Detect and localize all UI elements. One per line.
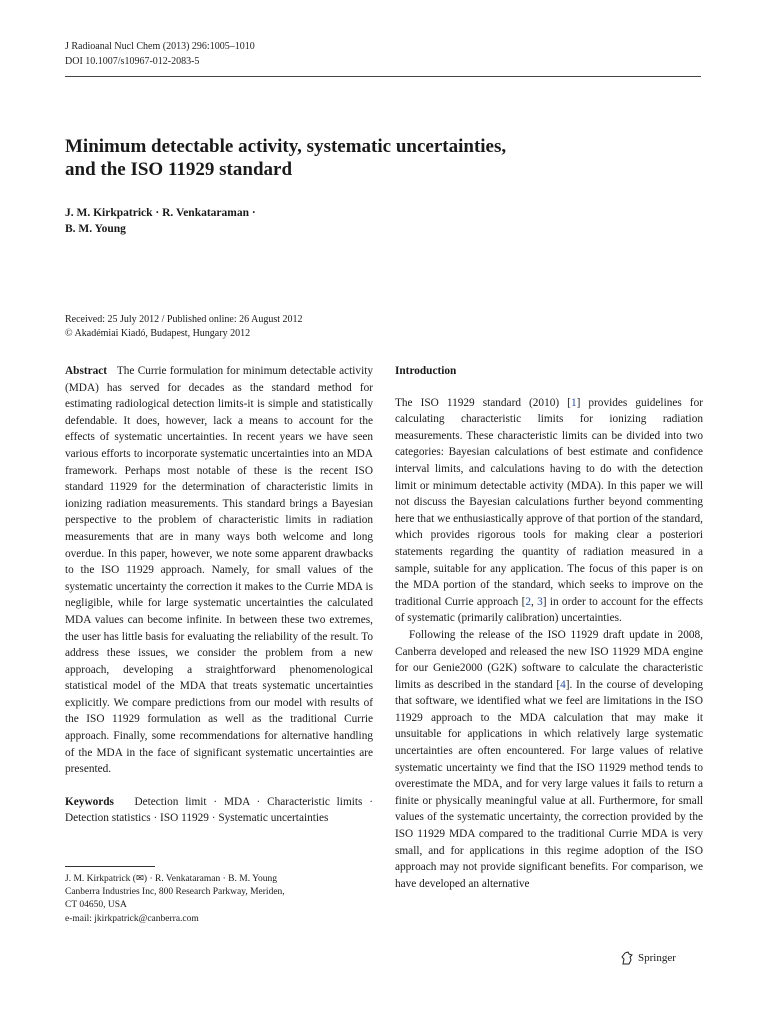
doi[interactable]: DOI 10.1007/s10967-012-2083-5 (65, 56, 200, 67)
footnote-address-2: CT 04650, USA (65, 900, 127, 911)
citation-link-3[interactable]: 3 (537, 595, 543, 608)
intro-p2-text-a: Following the release of the ISO 11929 draft update in 2008, Canberra developed and released the new ISO 11929 MDA engine for our Genie2000 (G2K) software to calculate the characteristic limits as described in the standard [ (395, 628, 703, 691)
citation-separator: , (531, 595, 538, 608)
footnote-rule (65, 866, 155, 867)
article-title (65, 135, 685, 181)
received-published: Received: 25 July 2012 / Published online: 26 August 2012 (65, 314, 303, 325)
intro-p2-text-b: ]. In the course of developing that software, we identified what we feel are limitations in the ISO 11929 approach to the MDA calculation that may make it unsuitable for applications in which relatively large systematic uncertainties are often encountered. For large values of relative systematic uncertainty we find that the ISO 11929 method tends to overestimate the MDA, and for very large values it fails to return a finite or physically meaningful value at all. Furthermore, for small values of the systematic uncertainty, the correction provided by the ISO 11929 MDA compared to the traditional Currie MDA is very small, and for applications in this regime adoption of the ISO approach may not provide significant benefits. For comparison, we have developed an alternative (395, 678, 703, 890)
keywords-text: Detection limit · MDA · Characteristic limits · Detection statistics · ISO 11929 · Systematic uncertainties (65, 795, 374, 825)
title-line-2: and the ISO 11929 standard (65, 159, 293, 180)
publisher-name: Springer (638, 952, 676, 964)
authors-line-1: J. M. Kirkpatrick · R. Venkataraman · (65, 207, 256, 219)
footnote-address: Canberra Industries Inc, 800 Research Parkway, Meriden, (65, 887, 285, 898)
authors-line-2: B. M. Young (65, 223, 126, 235)
intro-p1-text-b: ] provides guidelines for calculating characteristic limits for ionizing radiation measurements. These characteristic limits can be divided into two categories: Bayesian calculations of best estimate and confidence interval limits, and calculations having to do with the detection limit or minimum detectable activity (MDA). In this paper we will not discuss the Bayesian calculations further beyond commenting here that we enthusiastically approve of that portion of the standard, which provides rigorous tools for making clear a posteriori statements regarding the quantity of radiation measured in a sample, suitable for any application. The focus of this paper is on the MDA portion of the standard, which seeks to improve on the traditional Currie approach [ (395, 396, 703, 608)
abstract-text: The Currie formulation for minimum detectable activity (MDA) has served for decades as the standard method for estimating radiological detection limits-it is simple and statistically defendable. It does, however, lack a means to account for the effects of systematic uncertainties. In recent years we have seen various efforts to incorporate systematic uncertainties into an MDA framework. Perhaps most notable of these is the recent ISO standard 11929 for the determination of characteristic limits in ionizing radiation measurements. This standard brings a Bayesian perspective to the problem of characteristic limits in radiation measurements that are in many ways both welcome and long overdue. In this paper, however, we note some apparent drawbacks to the ISO 11929 approach. Namely, for small values of the systematic uncertainty the correction it makes to the Currie MDA is negligible, while for large systematic uncertainties the calculated MDA values can become infinite. In between these two extremes, the user has little basis for evaluating the reliability of the result. To address these issues, we consider the problem from a new approach, developing a straightforward phenomenological statistical model of the MDA that treats systematic uncertainties explicitly. We compare predictions from our model with results of the ISO 11929 formulation as well as the traditional Currie approach. Finally, some recommendations for alternative handling of the MDA in the face of significant systematic uncertainties are presented. (65, 365, 373, 776)
header-rule (65, 76, 701, 77)
keywords (65, 794, 373, 827)
abstract-label: Abstract (65, 365, 108, 377)
abstract-column (65, 363, 373, 827)
intro-p1-text-a: The ISO 11929 standard (2010) [ (395, 396, 571, 409)
title-line-1: Minimum detectable activity, systematic uncertainties, (65, 136, 507, 157)
footnote-authors: J. M. Kirkpatrick (✉) · R. Venkataraman · B. M. Young (65, 874, 278, 884)
journal-citation: J Radioanal Nucl Chem (2013) 296:1005–1010 (65, 41, 255, 52)
citation-link-2[interactable]: 2 (525, 595, 531, 608)
introduction-heading: Introduction (395, 365, 457, 377)
citation-link-4[interactable]: 4 (560, 678, 566, 691)
intro-paragraph-1 (395, 395, 703, 627)
publisher-mark (620, 951, 676, 965)
intro-paragraph-2 (395, 627, 703, 893)
author-list (65, 205, 385, 237)
intro-p1-text-c: ] in order to account for the effects of systematic (primarily calibration) uncertainties. (395, 595, 704, 625)
copyright: © Akadémiai Kiadó, Budapest, Hungary 2012 (65, 328, 251, 339)
keywords-label: Keywords (65, 795, 114, 808)
abstract (65, 363, 373, 778)
publication-dates (65, 313, 485, 341)
citation-link-1[interactable]: 1 (570, 396, 577, 409)
springer-horse-icon (620, 951, 634, 965)
footnote-email[interactable]: e-mail: jkirkpatrick@canberra.com (65, 913, 199, 924)
affiliation-footnote (65, 873, 375, 926)
introduction-column (395, 363, 703, 892)
